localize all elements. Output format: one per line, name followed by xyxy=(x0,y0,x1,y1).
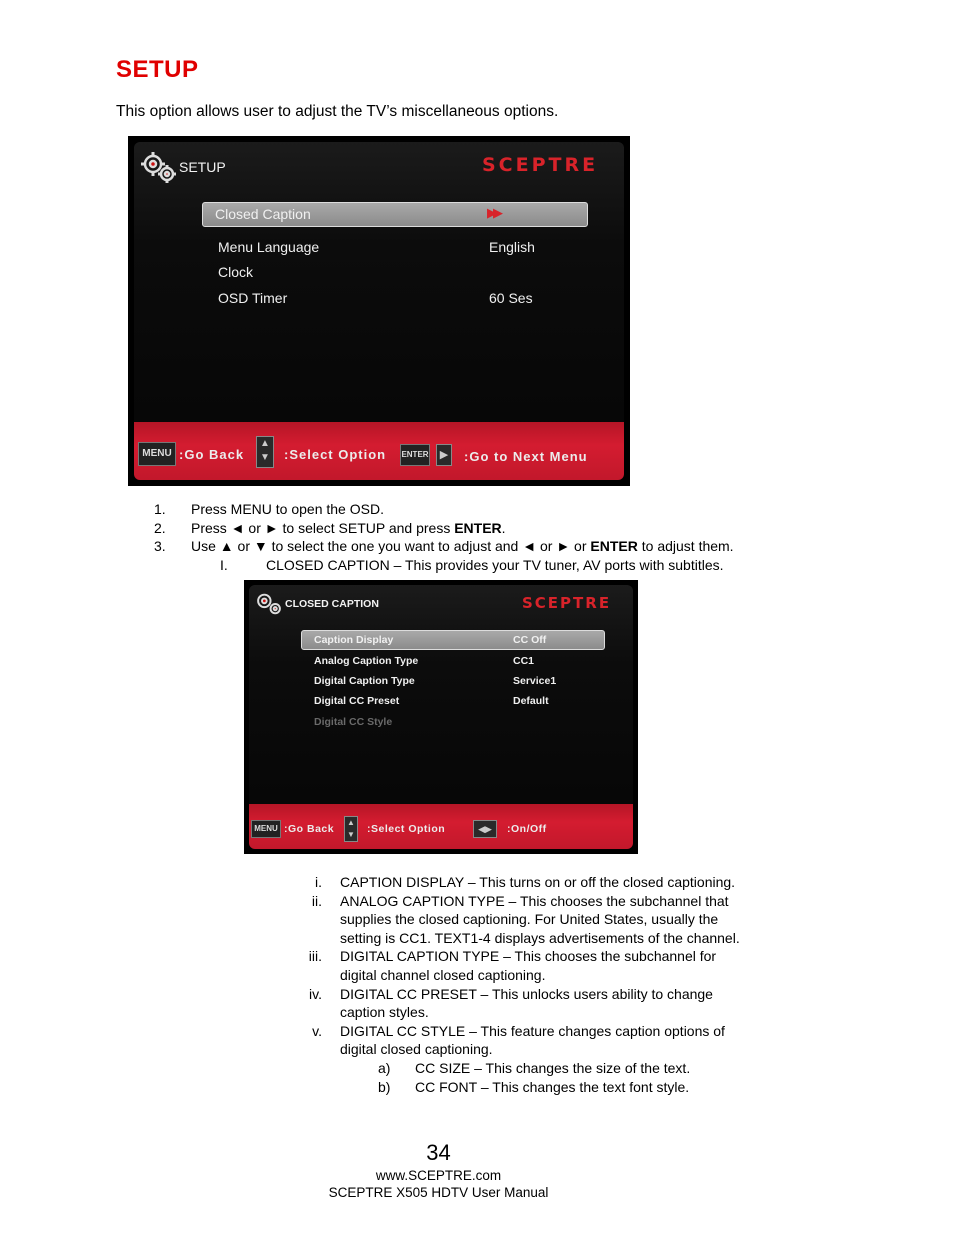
page-number: 34 xyxy=(426,1140,451,1165)
list-item-text: ANALOG CAPTION TYPE – This chooses the subchannel that xyxy=(340,892,729,909)
sceptre-logo: SCEPTRE xyxy=(522,594,612,612)
menu-item-osd-timer[interactable]: OSD Timer 60 Ses xyxy=(218,290,533,306)
step-text: Press ◄ or ► to select SETUP and press ENTER. xyxy=(191,519,506,536)
go-back-label: :Go Back xyxy=(284,823,335,835)
website-text: www.SCEPTRE.com xyxy=(375,1168,502,1183)
menu-title: CLOSED CAPTION xyxy=(285,598,379,610)
up-down-arrow-icon: ▲ ▼ xyxy=(256,436,274,468)
list-item: 1. xyxy=(154,501,166,517)
section-heading: SETUP xyxy=(116,56,199,83)
sceptre-logo: SCEPTRE xyxy=(482,154,599,176)
list-item-text: DIGITAL CAPTION TYPE – This chooses the subchannel for xyxy=(340,948,717,965)
menu-item-analog-caption-type[interactable]: Analog Caption Type CC1 xyxy=(314,655,535,667)
select-option-label: :Select Option xyxy=(367,823,446,835)
list-item-text: digital channel closed captioning. xyxy=(340,967,546,983)
list-item-number: iv. xyxy=(309,985,322,1002)
menu-item-digital-cc-style[interactable]: Digital CC Style xyxy=(314,716,393,728)
list-item-text: CAPTION DISPLAY – This turns on or off the closed captioning. xyxy=(340,874,736,890)
list-item-text: DIGITAL CC PRESET – This unlocks users ability to change xyxy=(340,985,713,1002)
sub-item-text: CLOSED CAPTION – This provides your TV tuner, AV ports with subtitles. xyxy=(266,556,724,573)
gear-icon xyxy=(139,150,179,186)
list-item-text: supplies the closed captioning. For United States, usually the xyxy=(340,911,719,928)
step-text: Press MENU to open the OSD. xyxy=(191,501,384,517)
menu-item-digital-caption-type[interactable]: Digital Caption Type Service1 xyxy=(314,675,557,687)
go-back-label: :Go Back xyxy=(179,447,245,462)
on-off-label: :On/Off xyxy=(507,823,547,835)
list-item-number: iii. xyxy=(308,948,322,965)
menu-item-digital-cc-preset[interactable]: Digital CC Preset Default xyxy=(314,695,549,707)
list-item: 2. xyxy=(154,519,166,536)
menu-item-closed-caption[interactable]: Closed Caption ▶▶ xyxy=(202,202,588,227)
list-item-letter: b) xyxy=(378,1078,391,1095)
menu-key: MENU xyxy=(251,820,281,838)
menu-item-clock[interactable]: Clock xyxy=(218,264,254,280)
select-option-label: :Select Option xyxy=(284,447,387,462)
menu-footer-bar xyxy=(134,422,624,480)
list-item-letter: a) xyxy=(378,1060,391,1076)
up-down-arrow-icon: ▲ ▼ xyxy=(344,816,358,842)
list-item-number: v. xyxy=(312,1022,322,1039)
list-item-text: setting is CC1. TEXT1-4 displays advertisements of the channel. xyxy=(340,929,740,946)
menu-key: MENU xyxy=(138,442,176,466)
intro-text: This option allows user to adjust the TV’s miscellaneous options. xyxy=(116,103,559,120)
list-item-text: CC FONT – This changes the text font style. xyxy=(415,1078,690,1095)
menu-footer-bar xyxy=(249,804,633,849)
list-item: I. xyxy=(220,556,228,573)
list-item-number: i. xyxy=(315,874,322,890)
closed-caption-menu-screenshot xyxy=(244,580,638,854)
setup-menu-screenshot xyxy=(128,136,630,486)
submenu-arrow-icon: ▶▶ xyxy=(487,205,499,220)
gear-icon xyxy=(253,590,285,618)
list-item-number: ii. xyxy=(311,892,322,909)
right-arrow-icon: ▶ xyxy=(436,444,452,466)
next-menu-label: :Go to Next Menu xyxy=(464,449,588,464)
list-item-text: CC SIZE – This changes the size of the text. xyxy=(415,1060,691,1076)
menu-title: SETUP xyxy=(179,159,226,175)
manual-title: SCEPTRE X505 HDTV User Manual xyxy=(328,1185,549,1200)
list-item: 3. xyxy=(154,538,166,555)
menu-item-caption-display[interactable]: Caption Display CC Off xyxy=(301,630,605,650)
left-right-arrow-icon: ◀▶ xyxy=(473,820,497,838)
enter-key: ENTER xyxy=(400,444,430,466)
step-text: Use ▲ or ▼ to select the one you want to adjust and ◄ or ► or ENTER to adjust them. xyxy=(191,538,734,555)
menu-item-menu-language[interactable]: Menu Language English xyxy=(218,239,535,255)
list-item-text: caption styles. xyxy=(340,1004,429,1021)
list-item-text: DIGITAL CC STYLE – This feature changes caption options of xyxy=(340,1022,725,1039)
list-item-text: digital closed captioning. xyxy=(340,1041,493,1058)
